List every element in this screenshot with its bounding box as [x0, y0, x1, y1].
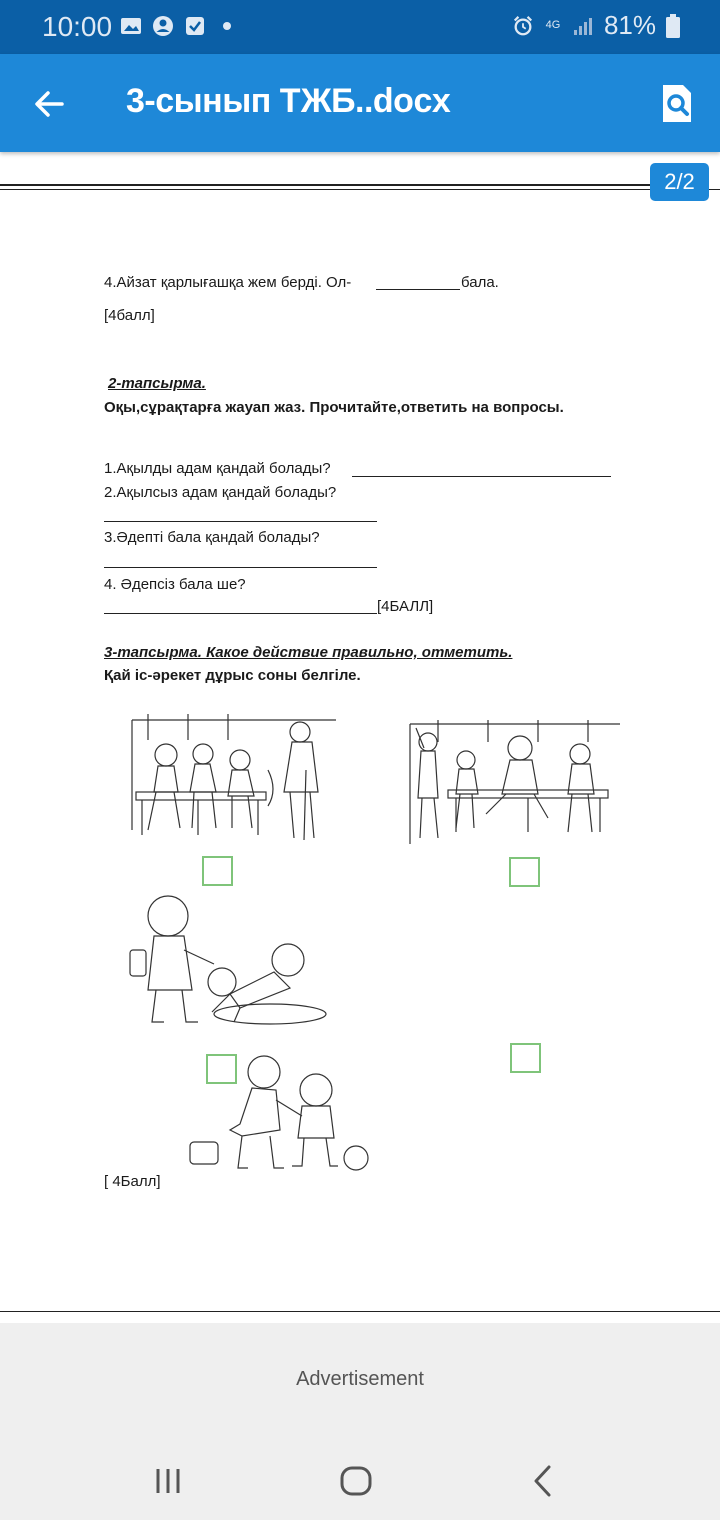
page-indicator: 2/2: [650, 163, 709, 201]
status-bar: [0, 0, 720, 54]
advertisement-banner[interactable]: [0, 1323, 720, 1443]
battery-percent: 81%: [603, 10, 656, 40]
document-search-icon[interactable]: [660, 84, 694, 124]
document-page: [0, 190, 720, 1310]
account-icon: [152, 15, 174, 37]
gallery-icon: [120, 15, 142, 37]
task3-heading: 3-тапсырма. Какое действие правильно, отметить.: [104, 644, 513, 661]
task2-heading: 2-тапсырма.: [108, 375, 206, 392]
recent-apps-icon[interactable]: [148, 1461, 188, 1501]
answer-line: [352, 476, 611, 477]
advertisement-label: Advertisement: [296, 1368, 424, 1390]
answer-line: [376, 289, 460, 290]
alarm-icon: [512, 15, 534, 37]
question-4: 4. Әдепсіз бала ше?: [104, 576, 246, 593]
bus-scene-illustration-2: [408, 718, 622, 850]
answer-line: [104, 521, 377, 522]
chevron-left-icon[interactable]: [524, 1461, 564, 1501]
q4-end-text: бала.: [461, 274, 499, 291]
status-notification-icons: [120, 15, 238, 37]
dot-icon: [216, 15, 238, 37]
answer-checkbox[interactable]: [509, 857, 540, 887]
answer-checkbox[interactable]: [202, 856, 233, 886]
status-right: [512, 10, 680, 41]
home-icon[interactable]: [336, 1461, 376, 1501]
laughing-boy-illustration: [120, 890, 330, 1032]
question-3: 3.Әдепті бала қандай болады?: [104, 529, 320, 546]
answer-checkbox[interactable]: [510, 1043, 541, 1073]
score-label: [4балл]: [104, 307, 155, 324]
answer-line: [104, 613, 377, 614]
helping-boy-illustration: [184, 1050, 392, 1174]
bus-scene-illustration-1: [128, 710, 340, 850]
status-time: 10:00: [42, 11, 113, 42]
task2-instruction: Оқы,сұрақтарға жауап жаз. Прочитайте,ответить на вопросы.: [104, 399, 564, 416]
question-2: 2.Ақылсыз адам қандай болады?: [104, 484, 337, 501]
signal-icon: [572, 15, 594, 37]
score-label: [ 4Балл]: [104, 1173, 161, 1190]
task3-instruction: Қай іс-әрекет дұрыс соны белгіле.: [104, 667, 361, 684]
question-1: 1.Ақылды адам қандай болады?: [104, 460, 331, 477]
page-separator: [0, 184, 650, 186]
document-title: 3-сынып ТЖБ..docx: [126, 82, 451, 120]
back-arrow-icon[interactable]: [30, 84, 70, 124]
system-navigation-bar: [0, 1443, 720, 1520]
score-label: [4БАЛЛ]: [377, 598, 434, 615]
answer-line: [104, 567, 377, 568]
q4-text: 4.Айзат қарлығашқа жем берді. Ол-: [104, 274, 352, 291]
battery-icon: [666, 14, 680, 38]
network-type: 4G: [545, 19, 561, 31]
task-check-icon: [184, 15, 206, 37]
page-bottom-separator: [0, 1311, 720, 1312]
app-bar: [0, 54, 720, 152]
